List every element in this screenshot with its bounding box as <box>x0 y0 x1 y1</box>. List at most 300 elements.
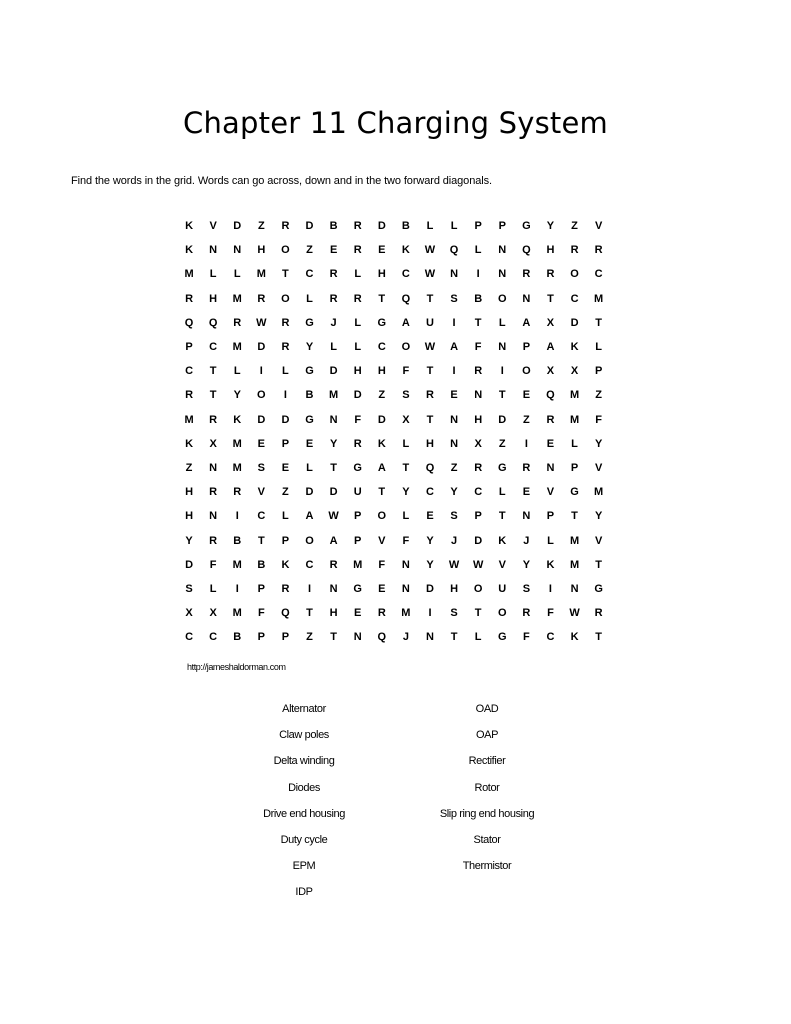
grid-cell: H <box>185 486 194 499</box>
grid-cell: R <box>281 582 290 595</box>
grid-cell: X <box>546 316 555 329</box>
grid-cell: F <box>354 413 362 426</box>
grid-cell: O <box>377 510 387 523</box>
grid-row <box>177 214 611 238</box>
grid-cell: N <box>450 268 459 281</box>
grid-cell: O <box>305 534 314 547</box>
grid-cell: E <box>354 607 362 620</box>
grid-cell: U <box>353 486 362 499</box>
grid-cell: L <box>474 631 482 644</box>
grid-cell: T <box>498 510 506 523</box>
grid-cell: P <box>354 510 362 523</box>
grid-cell: V <box>209 220 217 233</box>
grid-cell: T <box>378 486 386 499</box>
grid-cell: W <box>256 316 267 329</box>
grid-cell: R <box>281 341 290 354</box>
grid-cell: X <box>209 437 217 450</box>
grid-cell: G <box>570 486 579 499</box>
word-list-item: Rotor <box>474 781 500 794</box>
word-list-item: Diodes <box>288 781 320 794</box>
grid-cell: Y <box>426 534 434 547</box>
grid-cell: Q <box>546 389 555 402</box>
grid-cell: N <box>329 413 338 426</box>
grid-cell: N <box>209 461 218 474</box>
grid-cell: R <box>546 268 555 281</box>
grid-cell: D <box>498 413 507 426</box>
grid-cell: B <box>233 534 242 547</box>
grid-cell: V <box>378 534 386 547</box>
grid-cell: F <box>474 341 482 354</box>
grid-cell: Y <box>329 437 338 450</box>
grid-cell: O <box>281 244 290 257</box>
grid-cell: C <box>474 486 483 499</box>
grid-cell: N <box>233 244 242 257</box>
grid-cell: M <box>594 292 604 305</box>
grid-cell: N <box>498 244 507 257</box>
grid-cell: R <box>209 534 218 547</box>
grid-cell: V <box>546 486 555 499</box>
grid-cell: G <box>522 220 531 233</box>
grid-cell: H <box>426 437 434 450</box>
grid-cell: T <box>257 534 265 547</box>
grid-cell: X <box>402 413 410 426</box>
grid-row <box>177 262 611 286</box>
grid-cell: R <box>185 292 194 305</box>
grid-cell: O <box>401 341 411 354</box>
grid-cell: L <box>474 244 482 257</box>
grid-cell: X <box>185 607 193 620</box>
word-list-item: Stator <box>473 833 501 846</box>
word-list-item: OAD <box>475 703 499 715</box>
grid-cell: S <box>257 461 265 474</box>
grid-row <box>177 456 611 480</box>
grid-cell: E <box>426 510 434 523</box>
grid-cell: D <box>570 316 579 329</box>
grid-cell: L <box>595 341 602 354</box>
grid-cell: I <box>548 582 552 595</box>
grid-cell: F <box>378 558 386 571</box>
grid-cell: N <box>498 268 507 281</box>
grid-cell: Q <box>281 607 290 620</box>
grid-cell: K <box>401 244 410 257</box>
grid-cell: R <box>522 607 531 620</box>
grid-cell: Z <box>378 389 386 402</box>
grid-cell: R <box>329 292 338 305</box>
grid-cell: C <box>185 365 194 378</box>
grid-cell: O <box>473 582 483 595</box>
grid-cell: Y <box>594 437 603 450</box>
grid-cell: P <box>281 437 290 450</box>
grid-cell: C <box>594 268 603 281</box>
grid-cell: Y <box>522 558 531 571</box>
grid-cell: D <box>377 220 386 233</box>
grid-cell: L <box>498 316 506 329</box>
grid-cell: J <box>523 534 530 547</box>
grid-row <box>177 504 611 528</box>
grid-cell: Z <box>306 244 313 257</box>
grid-cell: F <box>402 365 410 378</box>
grid-cell: R <box>209 486 218 499</box>
grid-cell: D <box>305 220 314 233</box>
grid-cell: R <box>353 437 362 450</box>
grid-cell: M <box>594 486 604 499</box>
grid-cell: N <box>450 413 459 426</box>
grid-cell: M <box>232 341 242 354</box>
grid-cell: Q <box>401 292 411 305</box>
grid-cell: M <box>353 558 363 571</box>
grid-cell: O <box>257 389 266 402</box>
grid-cell: R <box>353 292 362 305</box>
grid-cell: G <box>305 365 314 378</box>
grid-cell: A <box>377 461 386 474</box>
grid-cell: G <box>377 316 387 329</box>
grid-cell: T <box>306 607 313 620</box>
grid-cell: B <box>474 292 483 305</box>
grid-cell: L <box>354 316 362 329</box>
grid-cell: G <box>594 582 603 595</box>
grid-cell: B <box>257 558 266 571</box>
grid-cell: U <box>426 316 434 329</box>
grid-cell: N <box>546 461 555 474</box>
grid-cell: N <box>209 244 218 257</box>
grid-cell: R <box>185 389 194 402</box>
word-list-right-column <box>387 702 587 885</box>
grid-cell: X <box>209 607 217 620</box>
grid-cell: H <box>474 413 483 426</box>
grid-cell: H <box>185 510 194 523</box>
grid-row <box>177 359 611 383</box>
grid-cell: R <box>522 268 531 281</box>
grid-cell: K <box>498 534 507 547</box>
grid-cell: D <box>281 413 290 426</box>
grid-cell: B <box>233 631 242 644</box>
grid-cell: S <box>450 607 458 620</box>
grid-cell: A <box>329 534 338 547</box>
grid-cell: M <box>569 389 580 402</box>
grid-cell: D <box>377 413 386 426</box>
grid-cell: K <box>570 341 579 354</box>
grid-cell: Z <box>595 389 602 402</box>
grid-cell: N <box>570 582 579 595</box>
grid-cell: A <box>522 316 531 329</box>
grid-cell: T <box>595 631 602 644</box>
grid-cell: V <box>498 558 506 571</box>
grid-cell: K <box>570 631 579 644</box>
grid-row <box>177 311 611 335</box>
grid-cell: Z <box>571 220 578 233</box>
grid-cell: F <box>522 631 530 644</box>
grid-row <box>177 432 611 456</box>
grid-cell: K <box>233 413 242 426</box>
grid-cell: R <box>353 244 362 257</box>
grid-cell: L <box>571 437 578 450</box>
grid-cell: Q <box>425 461 435 474</box>
grid-cell: I <box>235 510 239 523</box>
grid-cell: A <box>401 316 410 329</box>
grid-cell: O <box>497 607 507 620</box>
grid-cell: H <box>377 365 386 378</box>
grid-cell: P <box>354 534 362 547</box>
grid-cell: Z <box>282 486 289 499</box>
grid-cell: P <box>257 582 265 595</box>
page-title: Chapter 11 Charging System <box>183 106 608 140</box>
grid-cell: Q <box>208 316 218 329</box>
grid-cell: W <box>424 341 436 354</box>
grid-cell: M <box>256 268 266 281</box>
grid-cell: T <box>426 413 434 426</box>
grid-cell: L <box>402 510 410 523</box>
grid-cell: Z <box>306 631 313 644</box>
grid-row <box>177 601 611 625</box>
grid-cell: P <box>474 220 482 233</box>
grid-cell: T <box>547 292 554 305</box>
grid-cell: N <box>450 437 459 450</box>
grid-cell: I <box>524 437 528 450</box>
grid-cell: R <box>522 461 531 474</box>
grid-cell: I <box>500 365 504 378</box>
grid-cell: T <box>426 292 434 305</box>
grid-cell: Y <box>594 510 603 523</box>
grid-cell: J <box>402 631 409 644</box>
grid-cell: T <box>571 510 578 523</box>
grid-row <box>177 528 611 552</box>
grid-cell: N <box>474 389 483 402</box>
source-url: http://jameshaldorman.com <box>187 662 286 672</box>
grid-cell: M <box>232 437 242 450</box>
grid-cell: D <box>474 534 483 547</box>
grid-cell: T <box>426 365 434 378</box>
grid-cell: Z <box>450 461 458 474</box>
grid-cell: G <box>353 461 362 474</box>
grid-cell: B <box>305 389 314 402</box>
grid-cell: C <box>377 341 386 354</box>
grid-cell: I <box>307 582 312 595</box>
grid-cell: W <box>328 510 339 523</box>
grid-cell: M <box>569 558 580 571</box>
grid-cell: O <box>522 365 531 378</box>
grid-cell: H <box>329 607 338 620</box>
grid-cell: V <box>594 461 603 474</box>
grid-cell: L <box>330 341 337 354</box>
word-list-item: Delta winding <box>273 755 335 768</box>
grid-cell: T <box>209 365 217 378</box>
grid-cell: E <box>257 437 265 450</box>
grid-cell: Y <box>546 220 555 233</box>
grid-cell: H <box>450 582 459 595</box>
grid-cell: P <box>281 534 290 547</box>
grid-cell: L <box>306 461 313 474</box>
grid-cell: Z <box>257 220 265 233</box>
grid-cell: H <box>377 268 386 281</box>
grid-cell: D <box>329 486 338 499</box>
grid-cell: E <box>546 437 555 450</box>
grid-cell: R <box>281 316 290 329</box>
grid-cell: T <box>474 607 482 620</box>
grid-cell: T <box>282 268 289 281</box>
grid-cell: T <box>595 316 602 329</box>
grid-cell: L <box>233 365 241 378</box>
grid-cell: F <box>547 607 554 620</box>
grid-cell: K <box>185 437 194 450</box>
grid-row <box>177 335 611 359</box>
grid-cell: W <box>424 268 436 281</box>
grid-cell: D <box>257 413 266 426</box>
grid-cell: D <box>257 341 266 354</box>
grid-cell: T <box>378 292 386 305</box>
grid-cell: L <box>547 534 554 547</box>
grid-cell: E <box>378 244 386 257</box>
grid-cell: M <box>232 292 242 305</box>
grid-cell: B <box>401 220 410 233</box>
grid-cell: T <box>595 558 602 571</box>
grid-cell: L <box>426 220 434 233</box>
grid-cell: F <box>257 607 265 620</box>
grid-cell: G <box>353 582 362 595</box>
grid-cell: L <box>282 365 289 378</box>
grid-cell: P <box>185 341 193 354</box>
grid-cell: C <box>305 268 314 281</box>
grid-cell: U <box>498 582 507 595</box>
grid-cell: R <box>257 292 266 305</box>
grid-cell: N <box>401 582 410 595</box>
grid-cell: H <box>209 292 218 305</box>
grid-cell: E <box>281 461 290 474</box>
grid-cell: R <box>546 413 555 426</box>
grid-cell: G <box>497 461 507 474</box>
grid-cell: R <box>474 461 483 474</box>
grid-cell: R <box>570 244 579 257</box>
grid-cell: O <box>497 292 507 305</box>
grid-cell: M <box>401 607 411 620</box>
grid-cell: R <box>233 316 242 329</box>
grid-cell: M <box>184 268 194 281</box>
grid-cell: I <box>428 607 432 620</box>
grid-cell: L <box>209 268 217 281</box>
grid-cell: D <box>329 365 338 378</box>
grid-cell: M <box>232 558 242 571</box>
grid-cell: P <box>498 220 506 233</box>
grid-cell: K <box>377 437 386 450</box>
grid-cell: Q <box>522 244 531 257</box>
grid-cell: R <box>353 220 362 233</box>
grid-cell: R <box>594 607 603 620</box>
grid-cell: H <box>546 244 555 257</box>
word-list-item: Duty cycle <box>280 833 328 846</box>
grid-cell: N <box>426 631 434 644</box>
grid-cell: L <box>354 268 362 281</box>
grid-cell: X <box>546 365 555 378</box>
grid-cell: Q <box>449 244 459 257</box>
grid-cell: A <box>546 341 555 354</box>
grid-row <box>177 553 611 577</box>
grid-cell: W <box>472 558 484 571</box>
grid-cell: T <box>209 389 217 402</box>
grid-cell: R <box>233 486 242 499</box>
grid-cell: F <box>402 534 410 547</box>
grid-cell: C <box>546 631 555 644</box>
grid-cell: W <box>448 558 460 571</box>
word-list-item: Rectifier <box>468 755 506 768</box>
grid-cell: C <box>401 268 410 281</box>
word-list-item: Drive end housing <box>263 807 345 820</box>
grid-cell: L <box>354 341 362 354</box>
grid-cell: Y <box>305 341 314 354</box>
grid-cell: I <box>476 268 480 281</box>
grid-cell: C <box>570 292 579 305</box>
grid-cell: R <box>329 558 338 571</box>
grid-cell: X <box>570 365 579 378</box>
grid-cell: S <box>185 582 193 595</box>
grid-cell: Q <box>377 631 387 644</box>
grid-cell: M <box>232 607 242 620</box>
word-list-item: Alternator <box>282 703 326 715</box>
grid-cell: E <box>450 389 458 402</box>
grid-cell: Z <box>498 437 506 450</box>
grid-cell: T <box>330 631 337 644</box>
grid-cell: R <box>426 389 434 402</box>
grid-cell: L <box>282 510 289 523</box>
grid-cell: G <box>497 631 507 644</box>
grid-cell: P <box>281 631 290 644</box>
word-list-item: EPM <box>292 860 316 873</box>
grid-cell: S <box>522 582 531 595</box>
grid-cell: S <box>402 389 410 402</box>
grid-cell: C <box>257 510 266 523</box>
grid-row <box>177 480 611 504</box>
grid-row <box>177 625 611 649</box>
grid-cell: I <box>235 582 239 595</box>
grid-cell: V <box>257 486 265 499</box>
grid-cell: Y <box>426 558 434 571</box>
grid-cell: Y <box>402 486 410 499</box>
grid-cell: L <box>306 292 313 305</box>
grid-cell: N <box>353 631 362 644</box>
grid-cell: T <box>402 461 410 474</box>
grid-cell: S <box>450 292 458 305</box>
grid-cell: B <box>329 220 338 233</box>
grid-cell: D <box>426 582 434 595</box>
grid-cell: F <box>209 558 217 571</box>
grid-row <box>177 383 611 407</box>
grid-cell: Q <box>184 316 194 329</box>
grid-cell: L <box>498 486 506 499</box>
grid-cell: C <box>209 341 218 354</box>
grid-cell: R <box>594 244 603 257</box>
grid-cell: K <box>185 244 194 257</box>
grid-row <box>177 287 611 311</box>
grid-cell: S <box>450 510 458 523</box>
grid-cell: P <box>570 461 579 474</box>
grid-cell: W <box>569 607 580 620</box>
grid-cell: E <box>329 244 338 257</box>
grid-cell: R <box>474 365 483 378</box>
grid-cell: V <box>594 220 603 233</box>
grid-cell: V <box>594 534 603 547</box>
word-list-item: Thermistor <box>462 860 512 873</box>
grid-row <box>177 238 611 262</box>
grid-cell: K <box>185 220 194 233</box>
grid-cell: D <box>305 486 314 499</box>
grid-cell: Z <box>522 413 530 426</box>
grid-cell: M <box>184 413 194 426</box>
grid-cell: J <box>330 316 337 329</box>
grid-cell: I <box>452 316 456 329</box>
instructions-text: Find the words in the grid. Words can go across, down and in the two forward diagonals. <box>71 175 492 187</box>
grid-cell: R <box>209 413 218 426</box>
grid-cell: H <box>353 365 362 378</box>
grid-cell: I <box>452 365 456 378</box>
grid-cell: A <box>450 341 459 354</box>
